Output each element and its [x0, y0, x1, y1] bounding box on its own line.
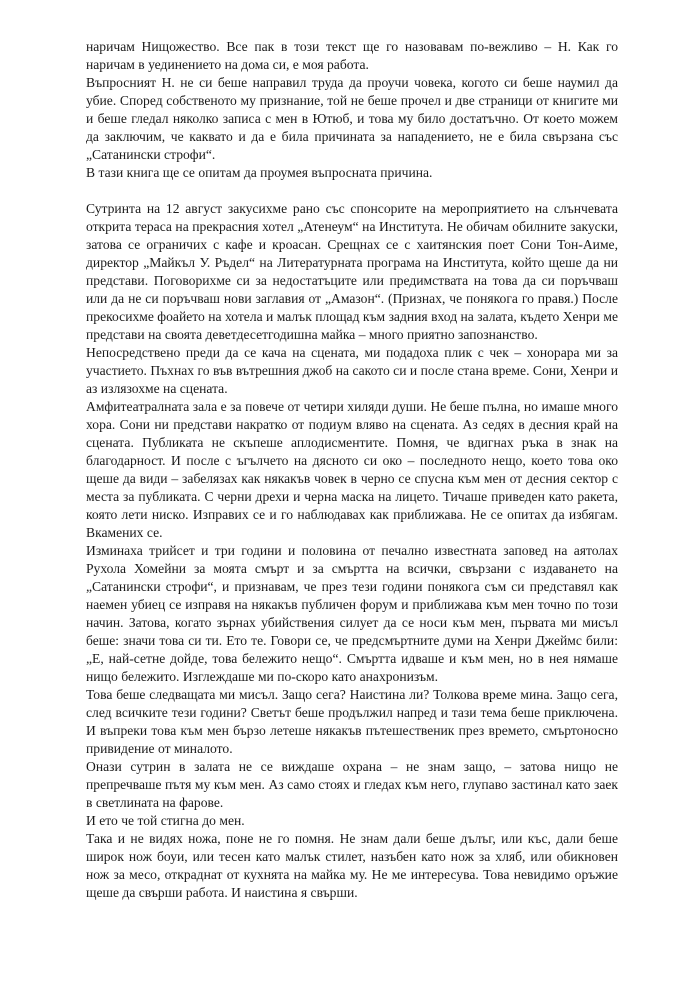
document-page	[86, 38, 618, 902]
paragraph-gap	[86, 182, 618, 200]
paragraph-2: Въпросният Н. не си беше направил труда да проучи човека, когото си беше наумил да убие. Според собственото му признание, той не беше прочел и две страници от книгите ми и беше гледал няколко записа с мен в Ютюб, и това му било достатъчно. От което можем да заключим, че каквато и да е била причината за нападението, не е била свързана със „Сатанински строфи“.	[86, 75, 618, 162]
paragraph-8: Това беше следващата ми мисъл. Защо сега? Наистина ли? Толкова време мина. Защо сега, след всичките тези години? Светът беше продължил напред и тази тема беше приключена. И въпреки това към мен бързо летеше някакъв пътешественик през времето, смъртоносно привидение от миналото.	[86, 687, 618, 756]
paragraph-7: Изминаха трийсет и три години и половина от печално известната заповед на аятолах Рухола Хомейни за моята смърт и за смъртта на всички, свързани с издаването на „Сатанински строфи“, и признавам, че през тези години понякога съм си представял как наемен убиец се изправя на някакъв публичен форум и приближава към мен точно по този начин. Затова, когато зърнах убийствения силует да се носи към мен, първата ми мисъл беше: значи това си ти. Ето те. Говори се, че предсмъртните думи на Хенри Джеймс били: „Е, най-сетне дойде, това бележито нещо“. Смъртта идваше и към мен, но в нея нямаше нищо бележито. Изглеждаше ми по-скоро като анахронизъм.	[86, 543, 618, 684]
paragraph-11: Така и не видях ножа, поне не го помня. Не знам дали беше дълъг, или къс, дали беше широк нож боуи, или тесен като малък стилет, назъбен като нож за хляб, или обикновен нож за месо, откраднат от кухнята на майка му. Не ме интересува. Това невидимо оръжие щеше да свърши работа. И наистина я свърши.	[86, 831, 618, 900]
paragraph-10: И ето че той стигна до мен.	[86, 813, 245, 828]
paragraph-3: В тази книга ще се опитам да проумея въпросната причина.	[86, 165, 433, 180]
paragraph-4: Сутринта на 12 август закусихме рано със спонсорите на мероприятието на слънчевата открита тераса на прекрасния хотел „Атенеум“ на Института. Не обичам обилните закуски, затова се ограничих с кафе и кроасан. Срещнах се с хаитянския поет Сони Тон-Аиме, директор „Майкъл У. Ръдел“ на Литературната програма на Института, който щеше да ни представи. Поговорихме си за недостатъците или предимствата на това да си поръчваш или да не си поръчваш нови заглавия от „Амазон“. (Признах, че понякога го правя.) После прекосихме фоайето на хотела и малък площад към задния вход на залата, където Хенри ме представи на своята деветдесетгодишна майка – много приятно запознанство.	[86, 201, 618, 342]
paragraph-6: Амфитеатралната зала е за повече от четири хиляди души. Не беше пълна, но имаше много хора. Сони ни представи накратко от подиум вляво на сцената. Аз седях в десния край на сцената. Публиката не скъпеше аплодисментите. Помня, че вдигнах ръка в знак на благодарност. И после с ъгълчето на дясното си око – последното нещо, което това око щеше да види – забелязах как някакъв човек в черно се спусна към мен от десния сектор с места за публиката. С черни дрехи и черна маска на лицето. Тичаше приведен като ракета, която лети ниско. Изправих се и го наблюдавах как приближава. Не се опитах да избягам. Вкамених се.	[86, 399, 618, 540]
paragraph-1: наричам Нищожество. Все пак в този текст ще го назовавам по-вежливо – Н. Как го наричам в уединението на дома си, е моя работа.	[86, 39, 618, 72]
paragraph-5: Непосредствено преди да се кача на сцената, ми подадоха плик с чек – хонорара ми за участието. Пъхнах го във вътрешния джоб на сакото си и после стана време. Сони, Хенри и аз излязохме на сцената.	[86, 345, 618, 396]
paragraph-9: Онази сутрин в залата не се виждаше охрана – не знам защо, – затова нищо не препречваше пътя му към мен. Аз само стоях и гледах към него, глупаво застинал като заек в светлината на фарове.	[86, 759, 618, 810]
